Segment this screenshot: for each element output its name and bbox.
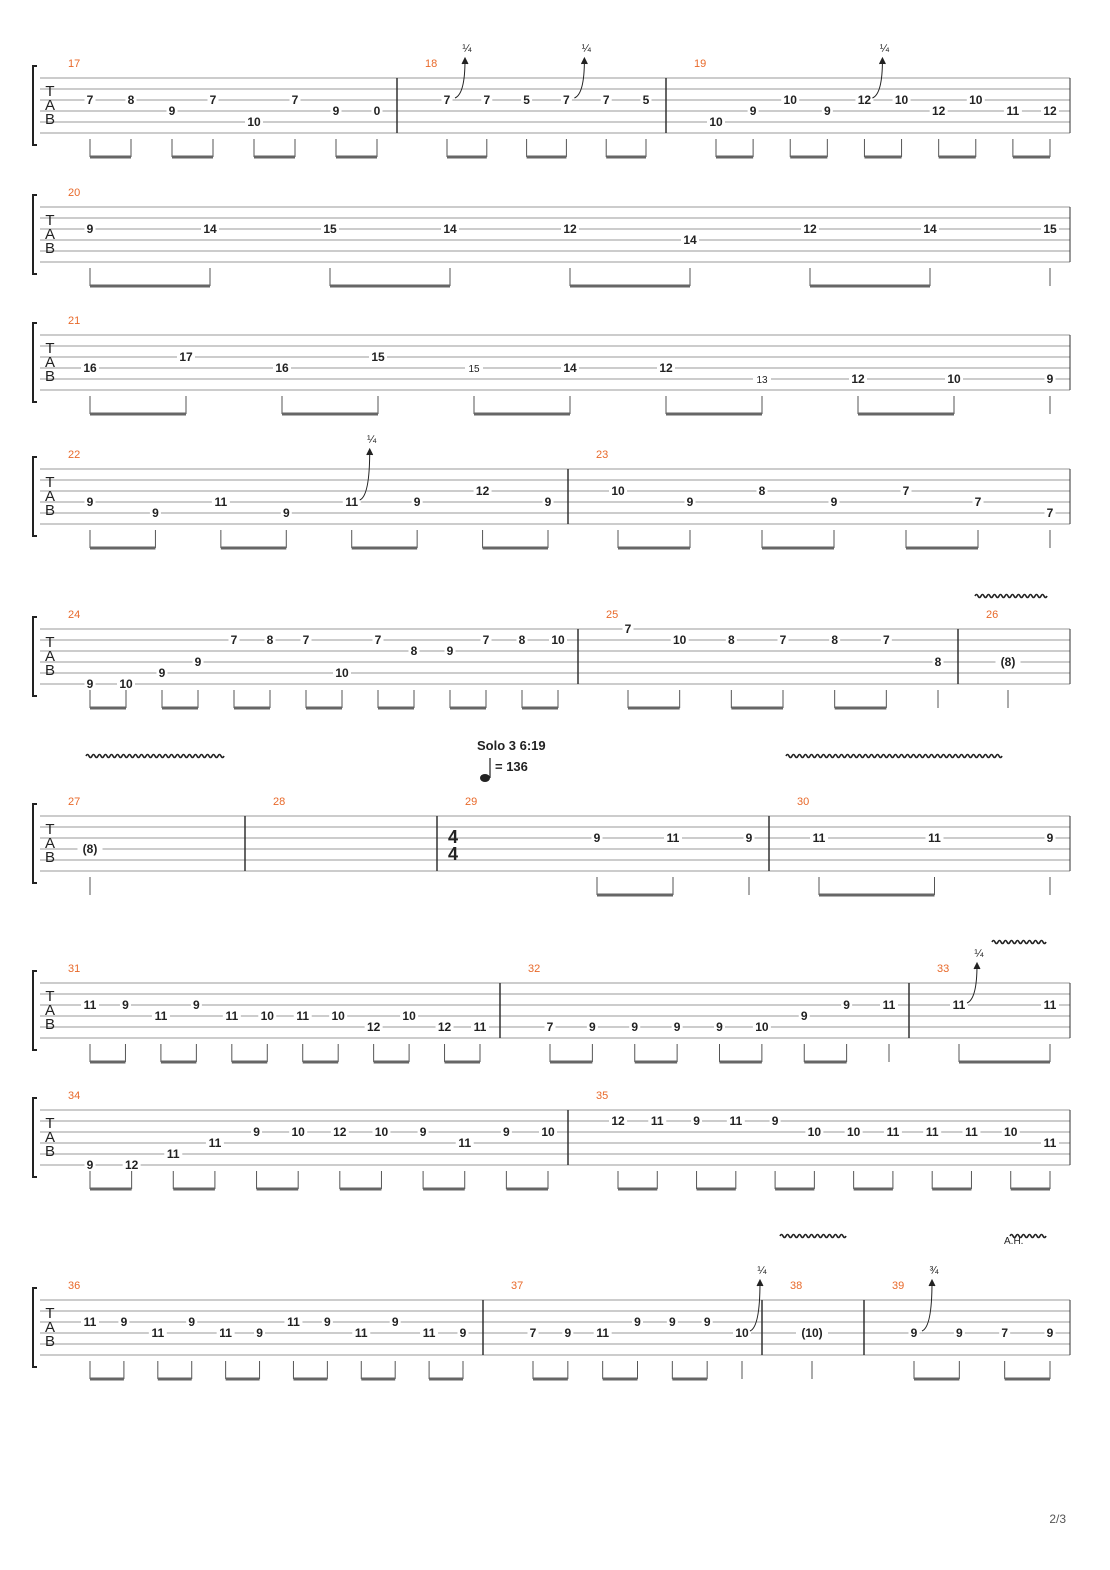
fret-number: 9 (282, 506, 290, 520)
measure (68, 315, 1056, 414)
measure-number: 21 (68, 315, 81, 327)
tab-system (33, 738, 1070, 895)
fret-number: 10 (331, 1009, 345, 1023)
measure-number: 32 (528, 963, 541, 975)
tab-clef-letter: T (45, 988, 55, 1005)
measure (68, 609, 567, 708)
fret-number: 7 (1001, 1326, 1009, 1340)
measure (790, 1280, 828, 1379)
tab-clef-letter: B (44, 368, 56, 385)
fret-number: 9 (158, 666, 166, 680)
bend-arrowhead (757, 1280, 763, 1286)
fret-number: 14 (443, 222, 457, 236)
fret-number: 10 (335, 666, 349, 680)
fret-number: 10 (541, 1125, 555, 1139)
measure (596, 1090, 1059, 1189)
fret-number: 11 (650, 1114, 664, 1128)
fret-number: 9 (673, 1020, 681, 1034)
tab-system (33, 1265, 1070, 1379)
vibrato-mark (780, 1235, 846, 1238)
tab-clef-letter: B (44, 111, 56, 128)
fret-number: 11 (214, 495, 228, 509)
tempo-marking: = 136 (495, 759, 528, 774)
fret-number: 12 (1043, 104, 1057, 118)
artificial-harmonic-label: A.H. (1004, 1236, 1024, 1247)
fret-number: 9 (668, 1315, 676, 1329)
fret-number: 9 (564, 1326, 572, 1340)
tab-clef-letter: A (44, 354, 56, 371)
fret-number: 11 (952, 998, 966, 1012)
fret-number: 7 (779, 633, 787, 647)
fret-number: (8) (1000, 655, 1016, 669)
fret-number: 9 (446, 644, 454, 658)
fret-number: 9 (419, 1125, 427, 1139)
fret-number: 9 (716, 1020, 723, 1034)
fret-number: 8 (727, 633, 735, 647)
fret-number: 7 (86, 93, 94, 107)
bend-arrowhead (462, 58, 468, 64)
fret-number: 10 (374, 1125, 389, 1139)
bend-arrowhead (879, 58, 885, 64)
fret-number: 7 (291, 93, 299, 107)
fret-number: 9 (593, 831, 601, 845)
vibrato-mark (975, 595, 1047, 598)
bend-arrowhead (929, 1280, 935, 1286)
fret-number: 9 (194, 655, 202, 669)
fret-number: 7 (974, 495, 982, 509)
fret-number: 8 (934, 655, 942, 669)
bend-arrow (967, 965, 977, 1003)
measure-number: 28 (273, 796, 286, 808)
fret-number: 9 (86, 1158, 94, 1172)
fret-number: 10 (260, 1009, 274, 1023)
fret-number: 12 (563, 222, 577, 236)
tab-system (33, 315, 1070, 414)
measure (528, 963, 898, 1062)
fret-number: 9 (122, 998, 129, 1012)
tab-clef-letter: A (44, 97, 56, 114)
bend-amount: ¾ (929, 1265, 939, 1277)
measure (68, 963, 489, 1062)
measure (68, 796, 103, 895)
system-brace (33, 971, 37, 1050)
fret-number: 16 (83, 361, 97, 375)
tab-clef-letter: B (44, 662, 56, 679)
fret-number: 7 (302, 633, 310, 647)
measure-number: 22 (68, 449, 81, 461)
fret-number: 9 (686, 495, 694, 509)
fret-number: 12 (124, 1158, 139, 1172)
measure (68, 1090, 557, 1189)
fret-number: 15 (323, 222, 337, 236)
fret-number: 12 (851, 372, 865, 386)
fret-number: 7 (482, 633, 490, 647)
tab-clef-letter: T (45, 821, 55, 838)
fret-number: 12 (611, 1114, 625, 1128)
fret-number: 7 (624, 622, 632, 636)
fret-number: 11 (812, 831, 826, 845)
time-signature-top: 4 (447, 827, 459, 847)
fret-number: 9 (749, 104, 757, 118)
fret-number: 9 (1046, 831, 1054, 845)
measure-number: 18 (425, 58, 438, 70)
system-brace (33, 1098, 37, 1177)
fret-number: 11 (965, 1125, 978, 1139)
fret-number: 9 (634, 1315, 641, 1329)
measure-number: 38 (790, 1280, 803, 1292)
measure-number: 19 (694, 58, 707, 70)
fret-number: 11 (345, 495, 359, 509)
fret-number: 10 (119, 677, 133, 691)
measure-number: 31 (68, 963, 81, 975)
fret-number: 12 (475, 484, 490, 498)
fret-number: 12 (857, 93, 872, 107)
measure-number: 35 (596, 1090, 609, 1102)
fret-number: (10) (801, 1326, 823, 1340)
measure-number: 37 (511, 1280, 524, 1292)
fret-number: 12 (437, 1020, 452, 1034)
fret-number: 7 (1046, 506, 1054, 520)
fret-number: 11 (473, 1020, 487, 1034)
fret-number: 7 (483, 93, 491, 107)
fret-number: 7 (602, 93, 610, 107)
fret-number: 12 (803, 222, 817, 236)
bend-amount: ¼ (581, 43, 591, 55)
fret-number: 14 (563, 361, 577, 375)
measure-number: 30 (797, 796, 810, 808)
vibrato-mark (786, 755, 1002, 758)
bend-amount: ¼ (879, 43, 890, 55)
fret-number: 11 (925, 1125, 939, 1139)
fret-number: 9 (1046, 372, 1054, 386)
fret-number: 11 (1006, 104, 1020, 118)
measure-number: 36 (68, 1280, 81, 1292)
bend-arrow (872, 60, 882, 98)
measure (986, 609, 1021, 708)
system-brace (33, 804, 37, 883)
system-brace (33, 617, 37, 696)
tab-clef-letter: T (45, 474, 55, 491)
tab-system (33, 609, 1070, 708)
tab-clef-letter: A (44, 835, 56, 852)
fret-number: 9 (86, 677, 94, 691)
fret-number: 11 (596, 1326, 610, 1340)
fret-number: 9 (120, 1315, 128, 1329)
measure-number: 20 (68, 187, 81, 199)
tab-clef-letter: B (44, 240, 56, 257)
vibrato-mark (1010, 1235, 1046, 1238)
fret-number: 7 (563, 93, 570, 107)
fret-number: 14 (203, 222, 217, 236)
bend-arrowhead (367, 449, 373, 455)
bend-arrow (922, 1282, 932, 1331)
bend-arrow (750, 1282, 760, 1331)
fret-number: 8 (518, 633, 526, 647)
fret-number: 16 (275, 361, 289, 375)
measure (68, 1280, 469, 1379)
fret-number: 9 (771, 1114, 779, 1128)
fret-number: 10 (807, 1125, 822, 1139)
bend-amount: ¼ (367, 434, 377, 446)
measure-number: 23 (596, 449, 609, 461)
fret-number: 9 (391, 1315, 399, 1329)
tab-clef-letter: B (44, 1016, 56, 1033)
fret-number: 12 (333, 1125, 347, 1139)
fret-number: 9 (589, 1020, 596, 1034)
tab-clef-letter: T (45, 634, 55, 651)
measure-number: 34 (68, 1090, 81, 1102)
fret-number: 9 (253, 1125, 260, 1139)
fret-number: 11 (225, 1009, 239, 1023)
fret-number: 15 (468, 364, 480, 375)
fret-number: 11 (151, 1326, 165, 1340)
fret-number: 12 (659, 361, 673, 375)
measure (797, 796, 1056, 895)
fret-number: 11 (882, 998, 896, 1012)
fret-number: 5 (523, 93, 530, 107)
page-number: 2/3 (1049, 1512, 1066, 1526)
fret-number: 15 (1043, 222, 1057, 236)
system-brace (33, 1288, 37, 1367)
bend-amount: ¼ (974, 948, 984, 960)
tab-system (33, 1090, 1070, 1189)
tab-clef-letter: A (44, 1129, 56, 1146)
fret-number: 10 (672, 633, 687, 647)
fret-number: 10 (969, 93, 983, 107)
fret-number: 10 (611, 484, 625, 498)
fret-number: 9 (193, 998, 200, 1012)
fret-number: 9 (800, 1009, 808, 1023)
fret-number: 7 (230, 633, 238, 647)
fret-number: 9 (459, 1326, 467, 1340)
fret-number: 7 (882, 633, 890, 647)
fret-number: 10 (846, 1125, 861, 1139)
fret-number: 11 (666, 831, 680, 845)
fret-number: 9 (188, 1315, 196, 1329)
fret-number: 17 (179, 350, 193, 364)
fret-number: 14 (683, 233, 697, 247)
measure-number: 17 (68, 58, 81, 70)
fret-number: 11 (296, 1009, 310, 1023)
measure (606, 609, 944, 708)
system-brace (33, 66, 37, 145)
tab-clef-letter: T (45, 340, 55, 357)
fret-number: (8) (82, 842, 98, 856)
fret-number: 11 (208, 1136, 222, 1150)
fret-number: 11 (154, 1009, 168, 1023)
fret-number: 9 (86, 495, 94, 509)
bend-amount: ¼ (462, 43, 472, 55)
tab-system (33, 434, 1070, 548)
fret-number: 9 (256, 1326, 263, 1340)
tab-clef-letter: A (44, 488, 56, 505)
tempo-note-icon (480, 774, 490, 782)
fret-number: 7 (546, 1020, 554, 1034)
fret-number: 9 (823, 104, 831, 118)
fret-number: 9 (503, 1125, 510, 1139)
fret-number: 8 (266, 633, 274, 647)
fret-number: 9 (693, 1114, 700, 1128)
fret-number: 7 (374, 633, 382, 647)
fret-number: 11 (166, 1147, 180, 1161)
tab-system (33, 187, 1070, 286)
fret-number: 9 (631, 1020, 639, 1034)
bend-arrow (360, 451, 370, 500)
tab-clef-letter: A (44, 226, 56, 243)
measure (596, 449, 1056, 548)
tab-clef-letter: T (45, 212, 55, 229)
tab-clef-letter: B (44, 849, 56, 866)
fret-number: 12 (366, 1020, 381, 1034)
fret-number: 9 (703, 1315, 711, 1329)
fret-number: 7 (902, 484, 910, 498)
system-brace (33, 195, 37, 274)
fret-number: 10 (735, 1326, 749, 1340)
fret-number: 9 (745, 831, 753, 845)
fret-number: 9 (1046, 1326, 1054, 1340)
fret-number: 10 (709, 115, 723, 129)
fret-number: 9 (332, 104, 340, 118)
fret-number: 9 (86, 222, 94, 236)
fret-number: 9 (324, 1315, 331, 1329)
fret-number: 9 (955, 1326, 963, 1340)
fret-number: 11 (287, 1315, 300, 1329)
fret-number: 11 (83, 1315, 97, 1329)
fret-number: 15 (371, 350, 385, 364)
fret-number: 11 (458, 1136, 472, 1150)
measure (273, 796, 285, 808)
fret-number: 8 (410, 644, 418, 658)
measure-number: 24 (68, 609, 81, 621)
tab-system (33, 43, 1070, 157)
tab-system (33, 948, 1070, 1062)
bend-arrowhead (581, 58, 587, 64)
fret-number: 11 (83, 998, 97, 1012)
fret-number: 10 (402, 1009, 416, 1023)
fret-number: 7 (443, 93, 451, 107)
fret-number: 11 (886, 1125, 900, 1139)
fret-number: 9 (910, 1326, 918, 1340)
tab-clef-letter: A (44, 648, 56, 665)
fret-number: 9 (843, 998, 850, 1012)
fret-number: 9 (830, 495, 838, 509)
fret-number: 8 (127, 93, 135, 107)
fret-number: 8 (831, 633, 839, 647)
tab-clef-letter: A (44, 1319, 56, 1336)
measure (68, 187, 1059, 286)
fret-number: 0 (373, 104, 381, 118)
fret-number: 11 (928, 831, 941, 845)
fret-number: 10 (1004, 1125, 1018, 1139)
fret-number: 10 (247, 115, 261, 129)
fret-number: 10 (783, 93, 797, 107)
measure-number: 33 (937, 963, 950, 975)
fret-number: 11 (422, 1326, 436, 1340)
fret-number: 9 (413, 495, 421, 509)
tab-clef-letter: B (44, 1333, 56, 1350)
vibrato-mark (992, 941, 1046, 944)
fret-number: 12 (931, 104, 946, 118)
tab-clef-letter: T (45, 1115, 55, 1132)
fret-number: 11 (354, 1326, 368, 1340)
measure-number: 26 (986, 609, 999, 621)
fret-number: 7 (529, 1326, 537, 1340)
time-signature-bottom: 4 (447, 844, 459, 864)
system-brace (33, 323, 37, 402)
fret-number: 14 (923, 222, 937, 236)
fret-number: 10 (551, 633, 565, 647)
tab-clef-letter: A (44, 1002, 56, 1019)
fret-number: 9 (544, 495, 552, 509)
tab-clef-letter: T (45, 83, 55, 100)
tab-clef-letter: B (44, 502, 56, 519)
fret-number: 13 (756, 375, 768, 386)
measure-number: 29 (465, 796, 478, 808)
system-brace (33, 457, 37, 536)
tab-clef-letter: T (45, 1305, 55, 1322)
bend-arrowhead (974, 963, 980, 969)
fret-number: 11 (219, 1326, 232, 1340)
fret-number: 5 (642, 93, 650, 107)
measure-number: 25 (606, 609, 619, 621)
fret-number: 8 (758, 484, 766, 498)
measure-number: 27 (68, 796, 81, 808)
bend-amount: ¼ (757, 1265, 767, 1277)
fret-number: 9 (168, 104, 176, 118)
fret-number: 10 (291, 1125, 305, 1139)
fret-number: 10 (947, 372, 961, 386)
section-title: Solo 3 6:19 (477, 738, 546, 753)
vibrato-mark (86, 755, 224, 758)
measure (68, 58, 383, 157)
fret-number: 10 (755, 1020, 769, 1034)
tab-clef-letter: B (44, 1143, 56, 1160)
fret-number: 10 (894, 93, 909, 107)
fret-number: 11 (729, 1114, 743, 1128)
fret-number: 11 (1043, 998, 1057, 1012)
fret-number: 9 (152, 506, 159, 520)
bend-arrow (574, 60, 584, 98)
bend-arrow (455, 60, 465, 98)
measure-number: 39 (892, 1280, 905, 1292)
fret-number: 7 (209, 93, 217, 107)
fret-number: 11 (1043, 1136, 1057, 1150)
